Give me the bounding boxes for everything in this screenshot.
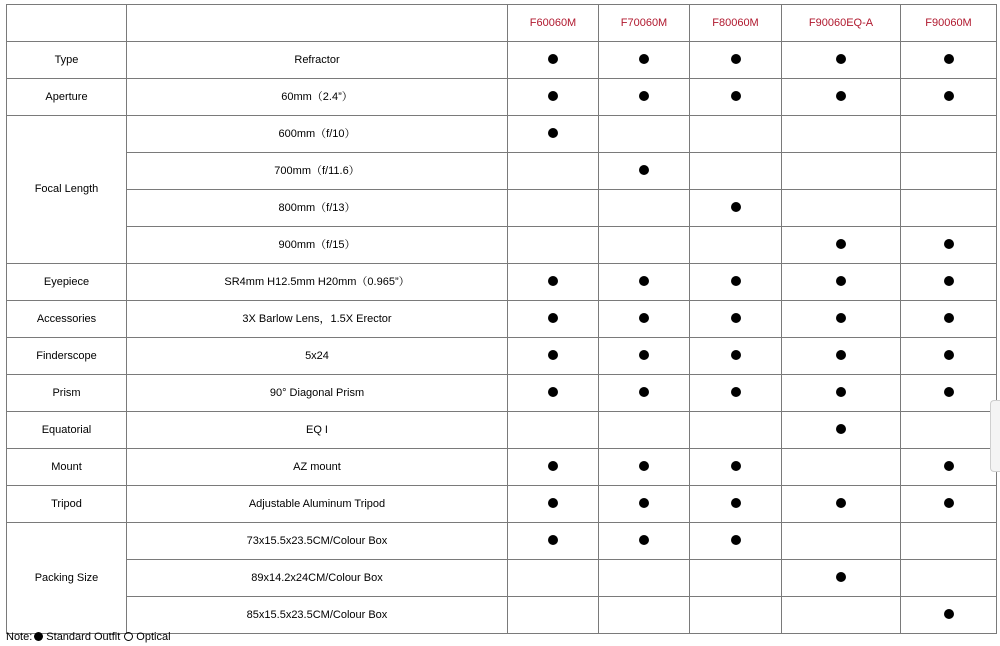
mark-cell <box>782 79 901 116</box>
model-header: F60060M <box>508 5 599 42</box>
header-blank-cell <box>7 5 127 42</box>
standard-dot-icon <box>731 276 741 286</box>
mark-cell <box>901 116 997 153</box>
mark-cell <box>599 79 690 116</box>
mark-cell <box>690 301 782 338</box>
mark-cell <box>599 264 690 301</box>
mark-cell <box>901 190 997 227</box>
standard-dot-icon <box>548 498 558 508</box>
mark-cell <box>901 486 997 523</box>
mark-cell <box>782 486 901 523</box>
mark-cell <box>782 523 901 560</box>
standard-dot-icon <box>639 54 649 64</box>
note-optical-label: Optical <box>136 631 171 643</box>
mark-cell <box>782 597 901 634</box>
mark-cell <box>599 301 690 338</box>
standard-dot-icon <box>836 91 846 101</box>
spec-value: 73x15.5x23.5CM/Colour Box <box>127 523 508 560</box>
standard-dot-icon <box>731 202 741 212</box>
mark-cell <box>599 227 690 264</box>
mark-cell <box>508 153 599 190</box>
standard-dot-icon <box>944 313 954 323</box>
mark-cell <box>599 42 690 79</box>
mark-cell <box>782 264 901 301</box>
standard-dot-icon <box>836 313 846 323</box>
mark-cell <box>690 597 782 634</box>
header-row <box>7 5 997 42</box>
standard-dot-icon <box>731 54 741 64</box>
mark-cell <box>901 264 997 301</box>
mark-cell <box>599 375 690 412</box>
filled-dot-icon <box>34 632 43 641</box>
model-header: F90060EQ-A <box>782 5 901 42</box>
standard-dot-icon <box>548 91 558 101</box>
standard-dot-icon <box>944 350 954 360</box>
mark-cell <box>690 486 782 523</box>
mark-cell <box>508 486 599 523</box>
mark-cell <box>508 42 599 79</box>
mark-cell <box>782 412 901 449</box>
mark-cell <box>901 560 997 597</box>
mark-cell <box>599 560 690 597</box>
standard-dot-icon <box>731 461 741 471</box>
mark-cell <box>690 338 782 375</box>
mark-cell <box>508 449 599 486</box>
mark-cell <box>599 449 690 486</box>
mark-cell <box>782 190 901 227</box>
row-label: Mount <box>7 449 127 486</box>
table-row <box>7 153 997 190</box>
row-label: Aperture <box>7 79 127 116</box>
mark-cell <box>690 375 782 412</box>
standard-dot-icon <box>836 350 846 360</box>
standard-dot-icon <box>836 276 846 286</box>
mark-cell <box>508 79 599 116</box>
row-label: Finderscope <box>7 338 127 375</box>
mark-cell <box>782 227 901 264</box>
table-row <box>7 523 997 560</box>
legend-note <box>6 631 171 643</box>
spec-value: 85x15.5x23.5CM/Colour Box <box>127 597 508 634</box>
mark-cell <box>690 523 782 560</box>
standard-dot-icon <box>731 498 741 508</box>
row-label: Prism <box>7 375 127 412</box>
mark-cell <box>508 338 599 375</box>
table-row <box>7 79 997 116</box>
mark-cell <box>782 301 901 338</box>
table-row <box>7 42 997 79</box>
standard-dot-icon <box>836 424 846 434</box>
model-header: F80060M <box>690 5 782 42</box>
standard-dot-icon <box>836 239 846 249</box>
standard-dot-icon <box>548 313 558 323</box>
mark-cell <box>599 412 690 449</box>
standard-dot-icon <box>731 313 741 323</box>
mark-cell <box>690 153 782 190</box>
standard-dot-icon <box>944 387 954 397</box>
mark-cell <box>901 153 997 190</box>
standard-dot-icon <box>639 498 649 508</box>
table-row <box>7 412 997 449</box>
spec-value: Adjustable Aluminum Tripod <box>127 486 508 523</box>
mark-cell <box>690 42 782 79</box>
row-label: Tripod <box>7 486 127 523</box>
mark-cell <box>690 449 782 486</box>
standard-dot-icon <box>944 54 954 64</box>
mark-cell <box>508 190 599 227</box>
side-scroll-tab[interactable] <box>990 400 1000 472</box>
mark-cell <box>901 301 997 338</box>
table-row <box>7 597 997 634</box>
mark-cell <box>782 560 901 597</box>
standard-dot-icon <box>639 387 649 397</box>
mark-cell <box>901 375 997 412</box>
mark-cell <box>782 338 901 375</box>
table-row <box>7 301 997 338</box>
row-label: Accessories <box>7 301 127 338</box>
table-row <box>7 227 997 264</box>
standard-dot-icon <box>944 91 954 101</box>
row-label: Focal Length <box>7 116 127 264</box>
standard-dot-icon <box>639 461 649 471</box>
spec-value: 89x14.2x24CM/Colour Box <box>127 560 508 597</box>
mark-cell <box>901 523 997 560</box>
mark-cell <box>782 116 901 153</box>
standard-dot-icon <box>548 350 558 360</box>
mark-cell <box>508 412 599 449</box>
spec-value: 700mm（f/11.6） <box>127 153 508 190</box>
mark-cell <box>690 79 782 116</box>
standard-dot-icon <box>731 535 741 545</box>
spec-value: AZ mount <box>127 449 508 486</box>
table-row <box>7 190 997 227</box>
note-standard-label: Standard Outfit <box>46 631 121 643</box>
table-row <box>7 375 997 412</box>
table-row <box>7 486 997 523</box>
mark-cell <box>690 264 782 301</box>
mark-cell <box>690 116 782 153</box>
mark-cell <box>690 560 782 597</box>
mark-cell <box>508 523 599 560</box>
table-row <box>7 264 997 301</box>
mark-cell <box>599 116 690 153</box>
mark-cell <box>508 375 599 412</box>
standard-dot-icon <box>944 609 954 619</box>
standard-dot-icon <box>836 54 846 64</box>
mark-cell <box>901 227 997 264</box>
spec-value: Refractor <box>127 42 508 79</box>
standard-dot-icon <box>548 461 558 471</box>
standard-dot-icon <box>548 387 558 397</box>
mark-cell <box>508 301 599 338</box>
mark-cell <box>508 264 599 301</box>
mark-cell <box>599 190 690 227</box>
row-label: Eyepiece <box>7 264 127 301</box>
note-prefix: Note: <box>6 631 33 643</box>
spec-value: 3X Barlow Lens，1.5X Erector <box>127 301 508 338</box>
table-row <box>7 338 997 375</box>
row-label: Equatorial <box>7 412 127 449</box>
mark-cell <box>901 338 997 375</box>
model-header: F90060M <box>901 5 997 42</box>
mark-cell <box>599 153 690 190</box>
mark-cell <box>690 412 782 449</box>
standard-dot-icon <box>731 91 741 101</box>
mark-cell <box>901 412 997 449</box>
mark-cell <box>599 523 690 560</box>
mark-cell <box>508 116 599 153</box>
standard-dot-icon <box>944 239 954 249</box>
standard-dot-icon <box>639 276 649 286</box>
row-label: Type <box>7 42 127 79</box>
mark-cell <box>508 560 599 597</box>
standard-dot-icon <box>548 54 558 64</box>
model-header: F70060M <box>599 5 690 42</box>
standard-dot-icon <box>731 387 741 397</box>
mark-cell <box>690 190 782 227</box>
spec-value: 60mm（2.4”） <box>127 79 508 116</box>
row-label: Packing Size <box>7 523 127 634</box>
mark-cell <box>782 449 901 486</box>
mark-cell <box>782 153 901 190</box>
mark-cell <box>901 42 997 79</box>
standard-dot-icon <box>836 572 846 582</box>
standard-dot-icon <box>944 461 954 471</box>
spec-value: 800mm（f/13） <box>127 190 508 227</box>
spec-value: 5x24 <box>127 338 508 375</box>
mark-cell <box>508 597 599 634</box>
mark-cell <box>508 227 599 264</box>
spec-value: SR4mm H12.5mm H20mm（0.965”） <box>127 264 508 301</box>
spec-value: 600mm（f/10） <box>127 116 508 153</box>
mark-cell <box>782 42 901 79</box>
header-blank-cell <box>127 5 508 42</box>
standard-dot-icon <box>548 535 558 545</box>
standard-dot-icon <box>836 498 846 508</box>
standard-dot-icon <box>731 350 741 360</box>
mark-cell <box>690 227 782 264</box>
table-row <box>7 560 997 597</box>
mark-cell <box>599 486 690 523</box>
standard-dot-icon <box>639 165 649 175</box>
standard-dot-icon <box>639 350 649 360</box>
standard-dot-icon <box>639 313 649 323</box>
standard-dot-icon <box>548 276 558 286</box>
spec-value: EQ I <box>127 412 508 449</box>
mark-cell <box>599 597 690 634</box>
table-row <box>7 116 997 153</box>
spec-table <box>6 4 997 634</box>
standard-dot-icon <box>548 128 558 138</box>
mark-cell <box>901 79 997 116</box>
standard-dot-icon <box>836 387 846 397</box>
mark-cell <box>599 338 690 375</box>
mark-cell <box>901 597 997 634</box>
table-row <box>7 449 997 486</box>
standard-dot-icon <box>639 91 649 101</box>
hollow-dot-icon <box>124 632 133 641</box>
standard-dot-icon <box>639 535 649 545</box>
standard-dot-icon <box>944 498 954 508</box>
mark-cell <box>901 449 997 486</box>
spec-value: 900mm（f/15） <box>127 227 508 264</box>
mark-cell <box>782 375 901 412</box>
standard-dot-icon <box>944 276 954 286</box>
spec-value: 90° Diagonal Prism <box>127 375 508 412</box>
